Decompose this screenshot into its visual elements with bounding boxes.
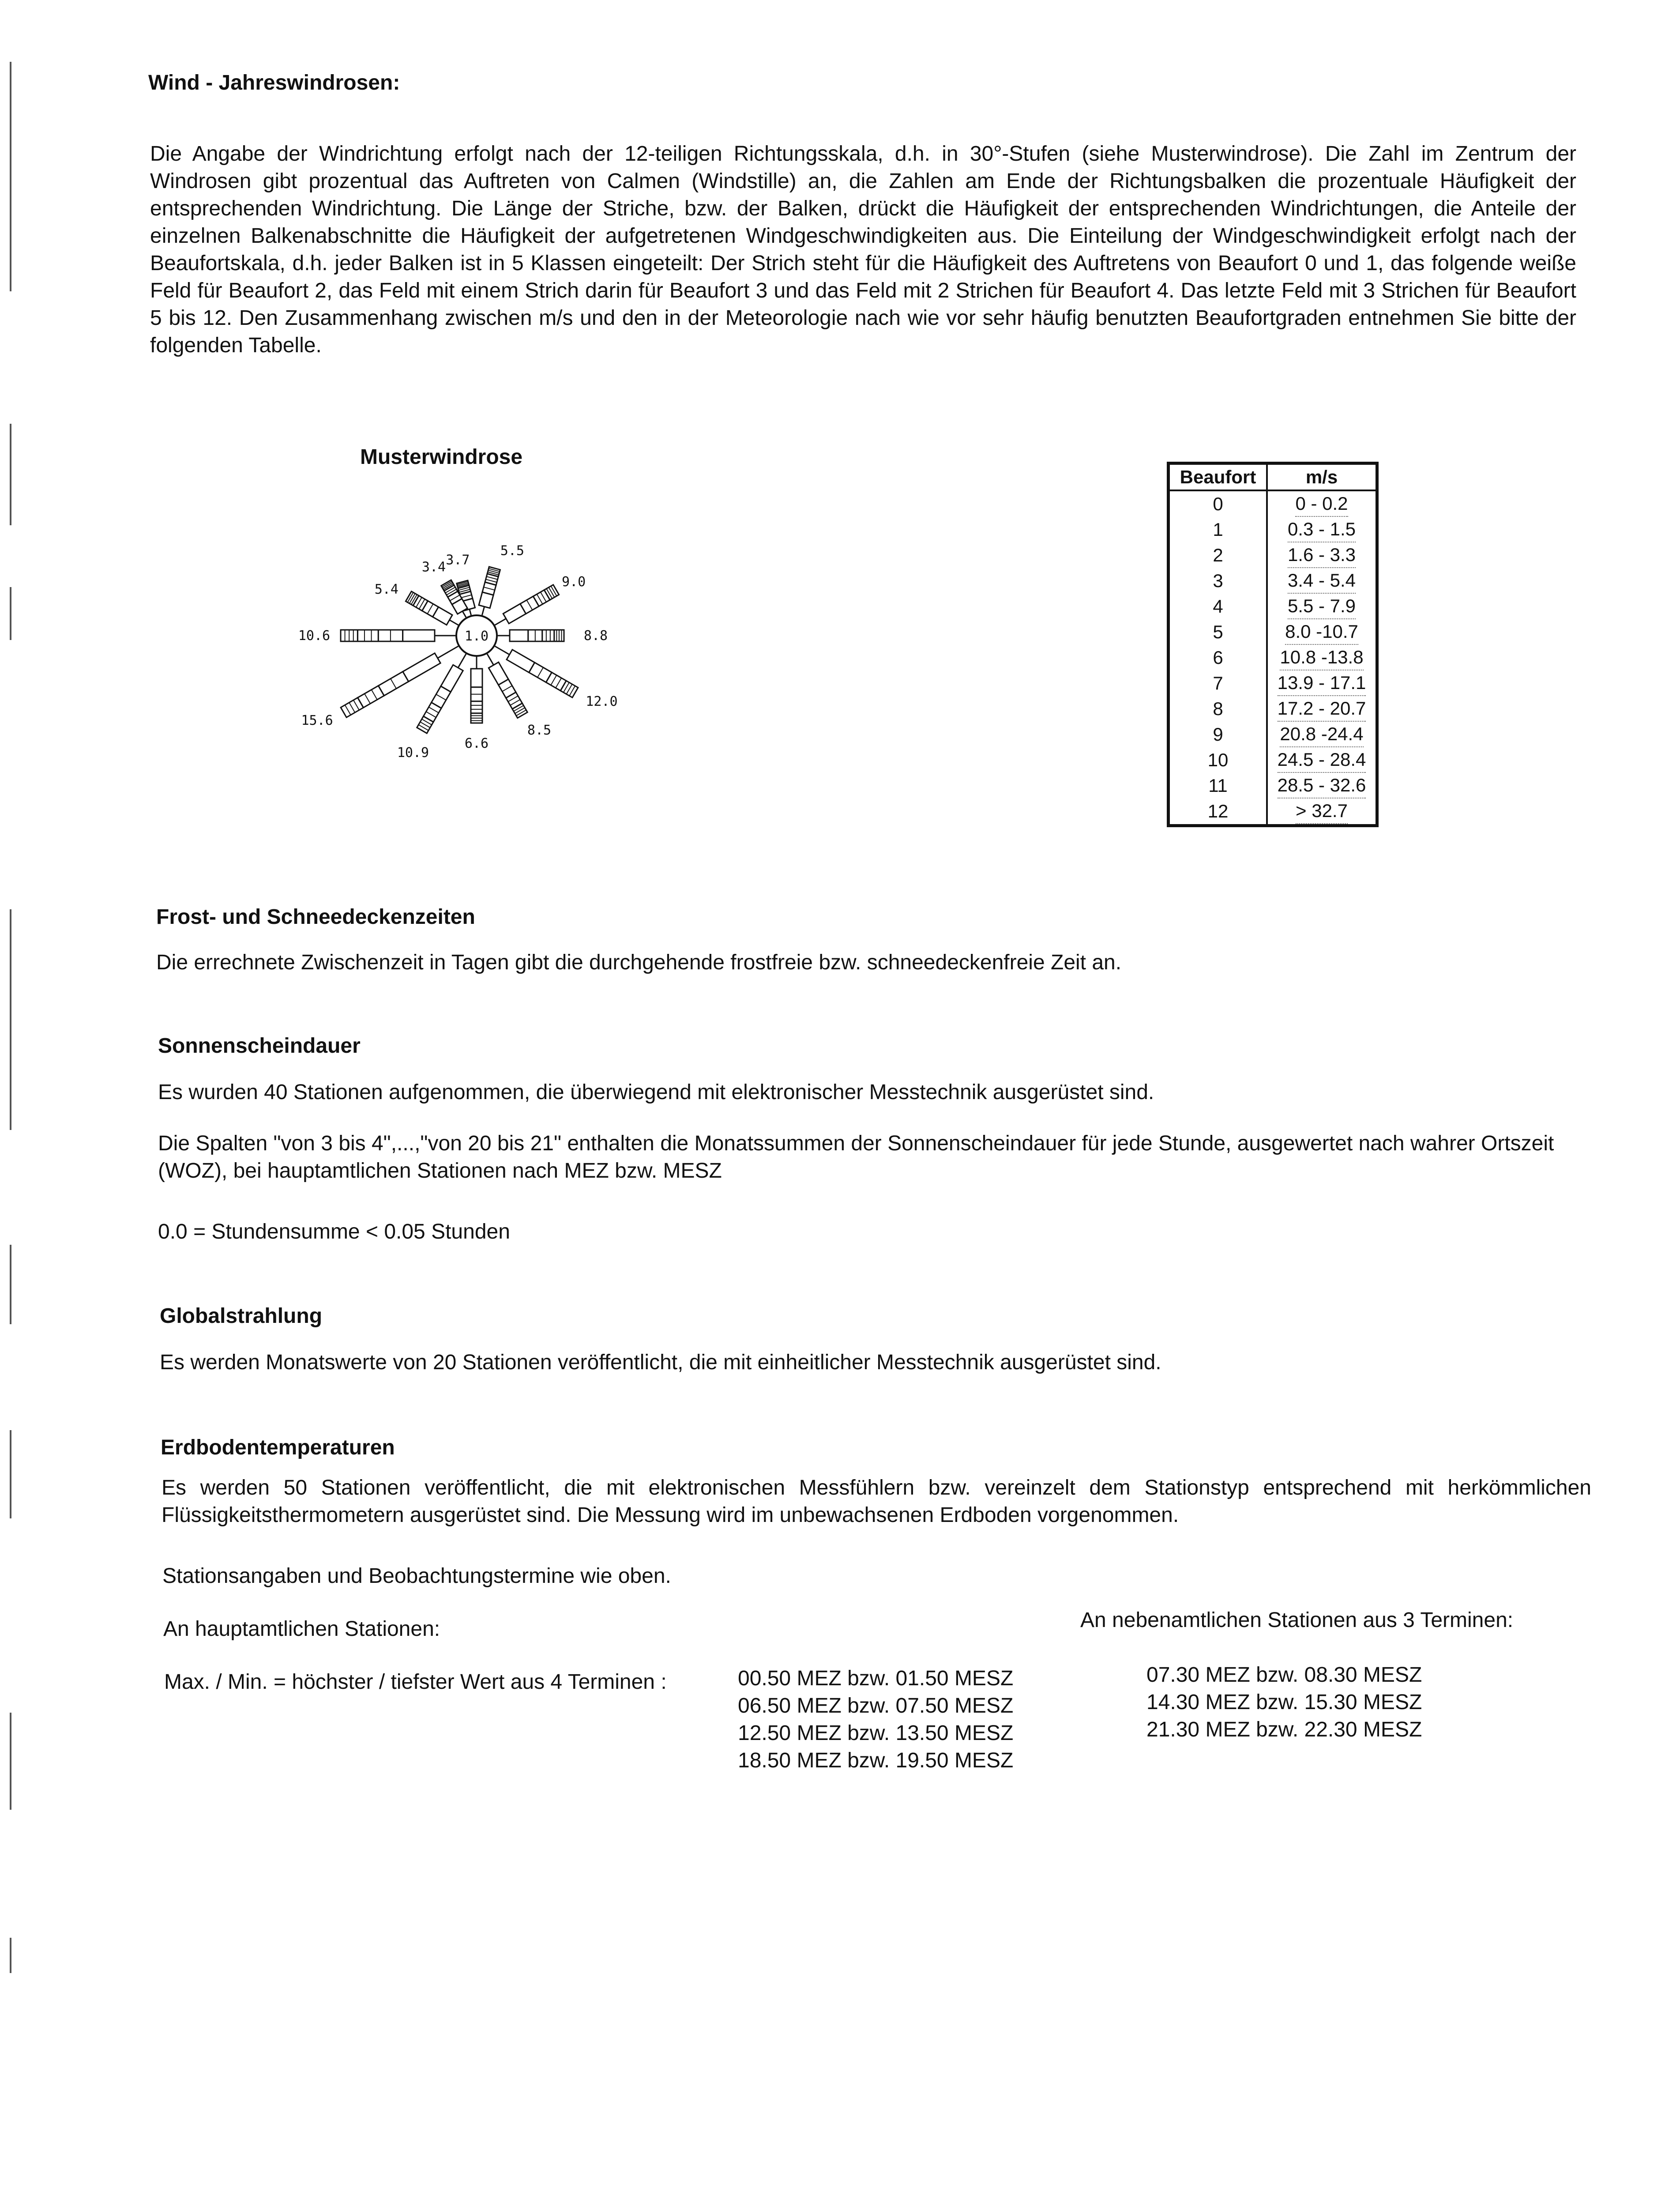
table-row bbox=[1169, 490, 1377, 517]
ms-value: 10.8 -13.8 bbox=[1280, 645, 1363, 670]
table-row bbox=[1169, 722, 1377, 747]
ms-cell bbox=[1267, 594, 1377, 619]
wind-paragraph: Die Angabe der Windrichtung erfolgt nach der 12-teiligen Richtungsskala, d.h. in 30°-Stufen (siehe Musterwindrose). Die Zahl im Zentrum der Windrosen gibt prozentual das Auftreten von Calmen (Windstille) an, die Zahlen am Ende der Richtungsbalken die prozentuale Häufigkeit der entsprechenden Windrichtung. Die Länge der Striche, bzw. der Balken, drückt die Häufigkeit der entsprechenden Windrichtungen, die Anteile der einzelnen Balkenabschnitte die Häufigkeit der aufgetretenen Windgeschwindigkeiten aus. Die Einteilung der Windgeschwindigkeit erfolgt nach der Beaufortskala, d.h. jeder Balken ist in 5 Klassen eingeteilt: Der Strich steht für die Häufigkeit des Auftretens von Beaufort 0 und 1, das folgende weiße Feld für Beaufort 2, das Feld mit einem Strich darin für Beaufort 3 und das Feld mit 2 Strichen für Beaufort 4. Das letzte Feld mit 3 Strichen für Beaufort 5 bis 12. Den Zusammenhang zwischen m/s und den in der Meteorologie nach wie vor sehr häufig benutzten Beaufortgraden entnehmen Sie bitte der folgenden Tabelle. bbox=[150, 142, 1576, 357]
ms-value: 20.8 -24.4 bbox=[1280, 722, 1363, 747]
calm-value: 1.0 bbox=[464, 629, 489, 644]
beaufort-cell: 1 bbox=[1169, 517, 1267, 542]
table-row bbox=[1169, 594, 1377, 619]
rose-direction-label: 10.6 bbox=[298, 628, 331, 644]
sun-text-2: Die Spalten "von 3 bis 4",...,"von 20 bis 21" enthalten die Monatssummen der Sonnenscheindauer für jede Stunde, ausgewertet nach wahrer Ortszeit (WOZ), bei hauptamtlichen Stationen nach MEZ bzw. MESZ bbox=[158, 1132, 1554, 1183]
table-row bbox=[1169, 619, 1377, 645]
header-ms: m/s bbox=[1267, 463, 1377, 491]
main-times-list bbox=[738, 1665, 1013, 1774]
rose-direction-label: 3.4 bbox=[421, 559, 446, 575]
table-row bbox=[1169, 645, 1377, 670]
ms-cell bbox=[1267, 747, 1377, 773]
scan-edge-mark bbox=[10, 587, 11, 640]
global-text: Es werden Monatswerte von 20 Stationen veröffentlicht, die mit einheitlicher Messtechnik ausgerüstet sind. bbox=[160, 1351, 1161, 1374]
ms-value: 0 - 0.2 bbox=[1295, 491, 1348, 517]
beaufort-cell: 11 bbox=[1169, 773, 1267, 798]
scan-edge-mark bbox=[10, 424, 11, 525]
ms-cell bbox=[1267, 773, 1377, 798]
table-row bbox=[1169, 568, 1377, 594]
ms-cell bbox=[1267, 645, 1377, 670]
secondary-stations-label: An nebenamtlichen Stationen aus 3 Terminen: bbox=[1080, 1608, 1514, 1632]
table-row bbox=[1169, 542, 1377, 568]
beaufort-table bbox=[1167, 462, 1379, 827]
scan-edge-mark bbox=[10, 62, 11, 291]
beaufort-cell: 8 bbox=[1169, 696, 1267, 722]
ms-cell bbox=[1267, 490, 1377, 517]
scan-edge-mark bbox=[10, 1245, 11, 1324]
ms-cell bbox=[1267, 670, 1377, 696]
beaufort-cell: 4 bbox=[1169, 594, 1267, 619]
main-time: 12.50 MEZ bzw. 13.50 MESZ bbox=[738, 1721, 1014, 1745]
rose-direction-label: 3.7 bbox=[446, 552, 470, 568]
ms-value: 3.4 - 5.4 bbox=[1288, 568, 1356, 594]
rose-direction-label: 12.0 bbox=[586, 694, 618, 709]
ms-value: 0.3 - 1.5 bbox=[1288, 517, 1356, 542]
beaufort-cell: 9 bbox=[1169, 722, 1267, 747]
beaufort-cell: 7 bbox=[1169, 670, 1267, 696]
sample-wind-rose bbox=[212, 508, 697, 808]
beaufort-cell: 6 bbox=[1169, 645, 1267, 670]
frost-heading: Frost- und Schneedeckenzeiten bbox=[156, 905, 475, 929]
rose-direction-bar bbox=[477, 567, 500, 617]
ms-cell bbox=[1267, 517, 1377, 542]
rose-direction-label: 15.6 bbox=[301, 713, 333, 728]
rose-direction-label: 8.5 bbox=[527, 723, 552, 738]
main-stations-label: An hauptamtlichen Stationen: bbox=[163, 1617, 440, 1641]
rose-direction-label: 10.9 bbox=[397, 745, 429, 761]
soil-text-1: Es werden 50 Stationen veröffentlicht, die mit elektronischen Messfühlern bzw. vereinzelt dem Stationstyp entsprechend mit herkömmlichen Flüssigkeitsthermometern ausgerüstet sind. Die Messung wird im unbewachsenen Erdboden vorgenommen. bbox=[162, 1476, 1591, 1527]
beaufort-cell: 0 bbox=[1169, 490, 1267, 517]
ms-value: 28.5 - 32.6 bbox=[1278, 773, 1366, 798]
beaufort-cell: 5 bbox=[1169, 619, 1267, 645]
rose-direction-bar bbox=[471, 657, 482, 723]
soil-text-2: Stationsangaben und Beobachtungstermine wie oben. bbox=[162, 1564, 671, 1588]
main-time: 18.50 MEZ bzw. 19.50 MESZ bbox=[738, 1749, 1014, 1772]
ms-value: 8.0 -10.7 bbox=[1285, 619, 1358, 645]
table-row bbox=[1169, 798, 1377, 826]
scan-edge-mark bbox=[10, 1713, 11, 1810]
table-row bbox=[1169, 670, 1377, 696]
ms-value: > 32.7 bbox=[1296, 798, 1348, 824]
beaufort-cell: 3 bbox=[1169, 568, 1267, 594]
secondary-time: 21.30 MEZ bzw. 22.30 MESZ bbox=[1146, 1718, 1422, 1741]
maxmin-label: Max. / Min. = höchster / tiefster Wert aus 4 Terminen : bbox=[164, 1670, 667, 1694]
rose-direction-label: 8.8 bbox=[583, 628, 608, 644]
ms-cell bbox=[1267, 568, 1377, 594]
beaufort-cell: 12 bbox=[1169, 798, 1267, 826]
table-row bbox=[1169, 773, 1377, 798]
ms-cell bbox=[1267, 798, 1377, 826]
global-heading: Globalstrahlung bbox=[160, 1304, 323, 1328]
frost-text: Die errechnete Zwischenzeit in Tagen gibt die durchgehende frostfreie bzw. schneedeckenfreie Zeit an. bbox=[156, 951, 1122, 974]
scan-edge-mark bbox=[10, 1938, 11, 1973]
soil-heading: Erdbodentemperaturen bbox=[161, 1436, 395, 1459]
ms-value: 17.2 - 20.7 bbox=[1278, 696, 1366, 722]
table-header-row bbox=[1169, 463, 1377, 491]
sun-heading: Sonnenscheindauer bbox=[158, 1034, 361, 1058]
secondary-times-list bbox=[1146, 1661, 1422, 1744]
rose-direction-label: 5.5 bbox=[500, 543, 524, 559]
wind-heading: Wind - Jahreswindrosen: bbox=[148, 71, 400, 94]
ms-cell bbox=[1267, 722, 1377, 747]
rose-direction-label: 6.6 bbox=[464, 736, 489, 751]
ms-value: 13.9 - 17.1 bbox=[1278, 670, 1366, 696]
main-time: 06.50 MEZ bzw. 07.50 MESZ bbox=[738, 1694, 1014, 1717]
secondary-time: 14.30 MEZ bzw. 15.30 MESZ bbox=[1146, 1691, 1422, 1714]
scan-edge-mark bbox=[10, 909, 11, 1130]
ms-value: 1.6 - 3.3 bbox=[1288, 542, 1356, 568]
beaufort-cell: 10 bbox=[1169, 747, 1267, 773]
rose-direction-label: 9.0 bbox=[562, 574, 586, 590]
beaufort-cell: 2 bbox=[1169, 542, 1267, 568]
main-time: 00.50 MEZ bzw. 01.50 MESZ bbox=[738, 1667, 1014, 1690]
table-row bbox=[1169, 696, 1377, 722]
secondary-time: 07.30 MEZ bzw. 08.30 MESZ bbox=[1146, 1663, 1422, 1687]
ms-value: 5.5 - 7.9 bbox=[1288, 594, 1356, 619]
ms-value: 24.5 - 28.4 bbox=[1278, 747, 1366, 773]
rose-title: Musterwindrose bbox=[360, 445, 523, 469]
sun-text-1: Es wurden 40 Stationen aufgenommen, die überwiegend mit elektronischer Messtechnik ausgerüstet sind. bbox=[158, 1081, 1154, 1104]
header-beaufort: Beaufort bbox=[1169, 463, 1267, 491]
rose-direction-label: 5.4 bbox=[374, 582, 398, 597]
ms-cell bbox=[1267, 696, 1377, 722]
table-row bbox=[1169, 517, 1377, 542]
rose-direction-bar bbox=[498, 630, 564, 641]
table-row bbox=[1169, 747, 1377, 773]
ms-cell bbox=[1267, 542, 1377, 568]
rose-direction-bar bbox=[341, 630, 455, 641]
ms-cell bbox=[1267, 619, 1377, 645]
sun-text-3: 0.0 = Stundensumme < 0.05 Stunden bbox=[158, 1220, 510, 1243]
scan-edge-mark bbox=[10, 1430, 11, 1518]
rose-direction-bar bbox=[492, 585, 559, 630]
